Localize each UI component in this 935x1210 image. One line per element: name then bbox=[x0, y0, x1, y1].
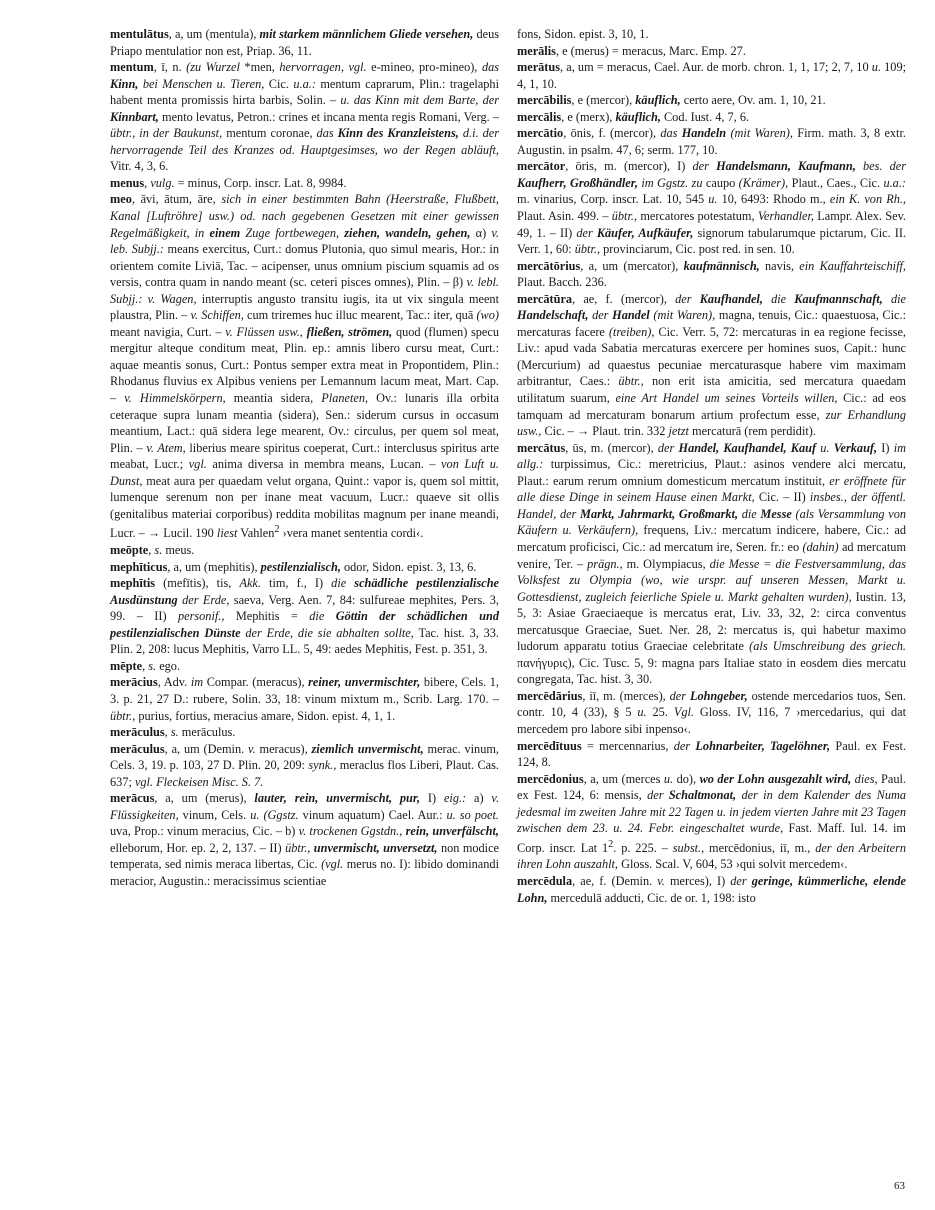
dictionary-entry-fons: fons, Sidon. epist. 3, 10, 1. bbox=[517, 27, 649, 41]
dictionary-entry-mercatorius: mercātōrius, a, um (mercator), kaufmännisch, navis, ein Kauffahrteischiff, Plaut. Bacch. 236. bbox=[517, 258, 906, 290]
right-column bbox=[517, 26, 906, 906]
dictionary-entry-mephiticus: mephīticus, a, um (mephitis), pestilenzialisch, odor, Sidon. epist. 3, 13, 6. bbox=[110, 559, 477, 574]
dictionary-entry-meopte: meōpte, s. meus. bbox=[110, 543, 195, 558]
page-number: 63 bbox=[894, 1180, 905, 1192]
dictionary-entry-mephitis: mephītis (mefītis), tis, Akk. tim, f., I) die schädliche pestilenzialische Ausdünstung der Erde, saeva, Verg. Aen. 7, 84: sulfureae mephites, Pers. 3, 99. – II) personif., Mephitis = die Göttin der schädlichen und pestilenzialischen Dünste der Erde, die sie abhalten sollte, Tac. hist. 3, 33. Plin. 2, 208: lucus Mephitis, Varro LL. 5, 49: aedes Mephitis, Fest. p. 351, 3. bbox=[110, 576, 499, 657]
dictionary-entry-meraculus: merāculus, a, um (Demin. v. meracus), ziemlich unvermischt, merac. vinum, Cels. 3, 19. p. 103, 27 D. Plin. 20, 209: synk., meraclus flos Liberi, Plaut. Cas. 637; vgl. Fleckeisen Misc. S. 7. bbox=[110, 741, 499, 789]
dictionary-entry-mercatio: mercātio, ōnis, f. (mercor), das Handeln (mit Waren), Firm. math. 3, 8 extr. Augustin. in psalm. 47, 6; serm. 177, 10. bbox=[517, 126, 906, 157]
dictionary-entry-meratus: merātus, a, um = meracus, Cael. Aur. de morb. chron. 1, 1, 17; 2, 7, 10 u. 109; 4, 1, 10. bbox=[517, 60, 907, 91]
dictionary-entry-mentulatus: mentulātus, a, um (mentula), mit starkem männlichem Gliede versehen, deus Priapo mentulatior non est, Priap. 36, 11. bbox=[110, 27, 499, 58]
dictionary-entry-merceditus: mercēdītuus = mercennarius, der Lohnarbeiter, Tagelöhner, Paul. ex Fest. 124, 8. bbox=[517, 738, 907, 770]
left-column bbox=[110, 26, 499, 890]
dictionary-entry-meraculus_s: merāculus, s. merāculus. bbox=[110, 725, 236, 740]
dictionary-entry-mercedarius: mercēdārius, iī, m. (merces), der Lohngeber, ostende mercedarios tuos, Sen. contr. 10, 4 (33), § 5 u. 25. Vgl. Gloss. IV, 116, 7 ›mercedarius, qui dat mercedem pro labore sibi inpenso‹. bbox=[517, 688, 906, 736]
dictionary-entry-mercedula: mercēdula, ae, f. (Demin. v. merces), I) der geringe, kümmerliche, elende Lohn, mercedulā adducti, Cic. de or. 1, 198: isto bbox=[517, 873, 907, 905]
dictionary-entry-mercatura: mercātūra, ae, f. (mercor), der Kaufhandel, die Kaufmannschaft, die Handelschaft, der Handel (mit Waren), magna, tenuis, Cic.: quaestuosa, Cic.: mercaturas facere (treiben), Cic. Verr. 5, 72: mercaturas in ea regione fecisse, Liv.: apud vada Sabatia mercaturas exercere per homines suos, Capit.: hunc (Mercurium) ad quaestus pecuniae mercaturasque habere vim maximam arbitrantur, Caes.: übtr., non erit ista amicitia, sed mercatura quaedam utilitatum suarum, eine Art Handel um seines Vorteils willen, Cic.: ad eos tamquam ad mercaturam bonarum artium profectum esse, zur Erhandlung usw., Cic. – → Plaut. trin. 332 jetzt mercaturā (rem perdidit). bbox=[517, 291, 906, 439]
dictionary-entry-mepte: mēpte, s. ego. bbox=[110, 658, 181, 673]
dictionary-entry-mercalis: mercālis, e (merx), käuflich, Cod. Iust. 4, 7, 6. bbox=[517, 109, 750, 124]
dictionary-entry-mercatus: mercātus, ūs, m. (mercor), der Handel, Kaufhandel, Kauf u. Verkauf, I) im allg.: turpissimus, Cic.: meretricius, Plaut.: asinos vendere alci mercatu, Plaut.: earum rerum omnium domesticum mercatum instituit, er eröffnete für alle diese Dinge in seinem Hause einen Markt, Cic. – II) insbes., der öffentl. Handel, der Markt, Jahrmarkt, Großmarkt, die Messe (als Versammlung von Käufern u. Verkäufern), frequens, Liv.: mercatum indicere, habere, Cic.: ad mercatum proficisci, Cic.: ad mercatum ire, Seren. fr.: eo (dahin) ad mercatum venire, Ter. – prägn., m. Olympiacus, die Messe = die Festversammlung, das Volksfest zu Olympia (wo, wie urspr. auf unseren Messen, Markt u. Gottesdienst, zugleich feierliche Spiele u. Markt gehalten wurden), Iustin. 13, 5, 3: Asiae Graeciaeque is mercatus erat, Liv. 33, 32, 2: circa conventus mercatusque Graeciae, Suet. Ner. 28, 2: mercatus is, qui habetur maximo ludorum apparatu totius Graeciae celebritate (als Umschreibung des griech. πανήγυρις), Cic. Tusc. 5, 9: magna pars Italiae stato in eosdem dies mercatu congregata, Tac. hist. 3, 30. bbox=[517, 440, 907, 687]
dictionary-entry-menus: menus, vulg. = minus, Corp. inscr. Lat. 8, 9984. bbox=[110, 175, 347, 190]
dictionary-entry-mercator: mercātor, ōris, m. (mercor), I) der Handelsmann, Kaufmann, bes. der Kaufherr, Großhändler, im Ggstz. zu caupo (Krämer), Plaut., Caes., Cic. u.a.: m. vinarius, Corp. inscr. Lat. 10, 545 u. 10, 6493: Rhodo m., ein K. von Rh., Plaut. Asin. 499. – übtr., mercatores potestatum, Verhandler, Lampr. Alex. Sev. 49, 1. – II) der Käufer, Aufkäufer, signorum tabularumque pictarum, Cic. II. Verr. 1, 60: übtr., provinciarum, Cic. post red. in sen. 10. bbox=[517, 159, 907, 257]
dictionary-entry-meo: meo, āvi, ātum, āre, sich in einer bestimmten Bahn (Heerstraße, Flußbett, Kanal [Luftröhre] usw.) od. nach gegebenen Gesetzen mit einer gewissen Regelmäßigkeit, in einem Zuge fortbewegen, ziehen, wandeln, gehen, α) v. leb. Subjj.: means exercitus, Curt.: domus Plutonia, quo simul mearis, Hor.: in orientem comite Liviā, Tac. – acipenser, unus omnium piscium squamis ad os versis, contra quam in nando meant (sc. ceteri pisces omnes), Plin. – β) v. lebl. Subjj.: v. Wagen, interruptis angusto transitu iugis, ita ut vix singula meent plaustra, Plin. – v. Schiffen, cum triremes huc illuc mearent, Tac.: iter, quā (wo) meant navigia, Curt. – v. Flüssen usw., fließen, strömen, quod (flumen) specu mergitur alteque conditum meat, Plin. ep.: amnis libero cursu meat, Curt.: aquae meantis sonus, Curt.: Pontus semper extra meat in Propontidem, Plin.: Rhodanus fluvius ex Alpibus veniens per Lemannum lacum meat, Mart. Cap. – v. Himmelskörpern, meantia sidera, Planeten, Ov.: lunaris illa orbita ceteraque supra lunam meantia (sidera), Sen.: siderum cursus in occasum meantium, Lact.: quā sidera lege mearent, Ov.: circulus, per quem sol meat, Plin. – v. Atem, liberius meare spiritus coeperat, Curt.: interclusus spiritus arte meabat, Lucr.; vgl. anima diversa in membra means, Lucan. – von Luft u. Dunst, meat aura per quaedam velut organa, Quint.: vapor is, quem sol mittit, lumenque serenum non per inane meat vacuum, Lucr.: quaeve sit ollis (genitalibus materiai corporibus) reddita mobilitas magnum per inane meandi, Lucr. – → Lucil. 190 liest Vahlen$^2$ ›vera manet sententia cordi‹. bbox=[110, 192, 499, 541]
dictionary-entry-mercedonius: mercēdonius, a, um (merces u. do), wo der Lohn ausgezahlt wird, dies, Paul. ex Fest. 124, 6: mensis, der Schaltmonat, der in dem Kalender des Numa jedesmal im zweiten Jahre mit 22 Tagen u. in jedem vierten Jahre mit 23 Tagen zwischen dem 23. u. 24. Febr. eingeschaltet wurde, Fast. Maff. Iul. 14. im Corp. inscr. Lat $1^2$. p. 225. – subst., mercēdonius, iī, m., der den Arbeitern ihren Lohn auszahlt, Gloss. Scal. V, 604, 53 ›qui solvit mercedem‹. bbox=[517, 771, 907, 872]
dictionary-entry-mercabilis: mercābilis, e (mercor), käuflich, certo aere, Ov. am. 1, 10, 21. bbox=[517, 93, 826, 108]
dictionary-entry-meralis: merālis, e (merus) = meracus, Marc. Emp. 27. bbox=[517, 43, 746, 58]
dictionary-entry-mentum: mentum, ī, n. (zu Wurzel *men, hervorragen, vgl. e-mineo, pro-mineo), das Kinn, bei Menschen u. Tieren, Cic. u.a.: mentum caprarum, Plin.: tragelaphi habent menta promissis hirta barbis, Solin. – u. das Kinn mit dem Barte, der Kinnbart, mento levatus, Petron.: crines et incana menta regis Romani, Verg. – übtr., in der Baukunst, mentum coronae, das Kinn des Kranzleistens, d.i. der hervorragende Teil des Kranzes od. Hauptgesimses, wo der Regen abläuft, Vitr. 4, 3, 6. bbox=[110, 60, 500, 174]
dictionary-entry-meracus: merācus, a, um (merus), lauter, rein, unvermischt, pur, I) eig.: a) v. Flüssigkeiten, vinum, Cels. u. (Ggstz. vinum aquatum) Cael. Aur.: u. so poet. uva, Prop.: vinum meracius, Cic. – b) v. trockenen Ggstdn., rein, unverfälscht, elleborum, Hor. ep. 2, 2, 137. – II) übtr., unvermischt, unversetzt, non modice temperata, sed nimis meraca libertas, Cic. (vgl. merus no. I): libido dominandi meracior, Augustin.: meracissimus scientiae bbox=[110, 791, 500, 888]
dictionary-entry-meracius: merācius, Adv. im Compar. (meracus), reiner, unvermischter, bibere, Cels. 1, 3. p. 21, 27 D.: rubere, Solin. 33, 18: vinum mixtum m., Scrib. Larg. 170. – übtr., purius, fortius, meracius amare, Sidon. epist. 4, 1, 1. bbox=[110, 675, 499, 723]
